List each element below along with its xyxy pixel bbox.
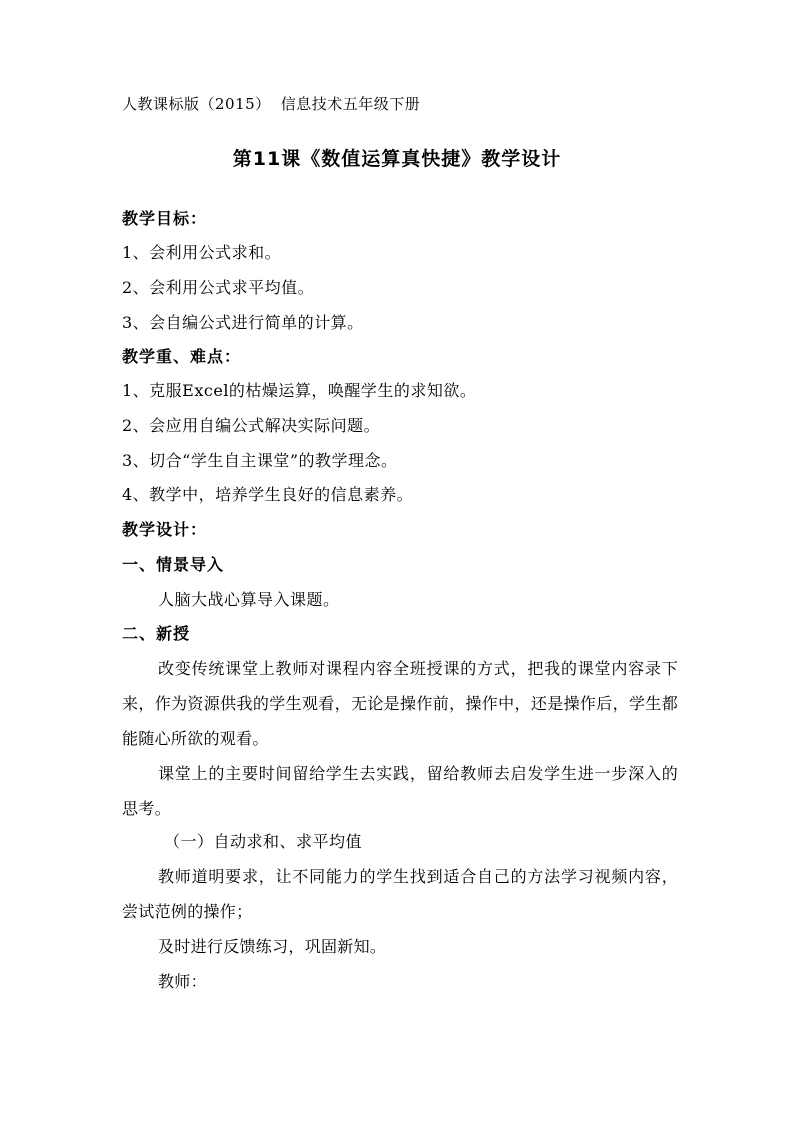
key-point-item: 1、克服Excel的枯燥运算，唤醒学生的求知欲。 — [122, 381, 477, 400]
key-point-item: 3、切合“学生自主课堂”的教学理念。 — [122, 451, 398, 470]
section-heading-new: 二、新授 — [122, 624, 191, 643]
objective-item: 2、会利用公式求平均值。 — [122, 278, 315, 297]
objective-item: 3、会自编公式进行简单的计算。 — [122, 313, 364, 332]
document-header — [122, 94, 420, 114]
key-points-heading: 教学重、难点： — [122, 347, 242, 366]
section-intro-text: 人脑大战心算导入课题。 — [158, 590, 340, 609]
section-heading-intro: 一、情景导入 — [122, 555, 225, 574]
section-new-paragraph: 改变传统课堂上教师对课程内容全班授课的方式，把我的课堂内容录下来，作为资源供我的学生观看，无论是操作前，操作中，还是操作后，学生都能随心所欲的观看。 — [122, 659, 678, 748]
subsection-paragraph: 教师道明要求，让不同能力的学生找到适合自己的方法学习视频内容，尝试范例的操作； — [122, 867, 678, 921]
objective-item: 1、会利用公式求和。 — [122, 243, 282, 262]
design-heading: 教学设计： — [122, 520, 208, 539]
textbook-subject: 信息技术五年级下册 — [280, 95, 421, 113]
section-new-paragraph: 课堂上的主要时间留给学生去实践，留给教师去启发学生进一步深入的思考。 — [122, 764, 678, 818]
textbook-edition: 人教课标版（2015） — [122, 95, 271, 113]
key-point-item: 4、教学中，培养学生良好的信息素养。 — [122, 485, 414, 504]
subsection-heading: （一）自动求和、求平均值 — [164, 832, 363, 851]
key-point-item: 2、会应用自编公式解决实际问题。 — [122, 416, 381, 435]
document-title: 第11课《数值运算真快捷》教学设计 — [232, 148, 562, 170]
teacher-label: 教师： — [158, 972, 207, 991]
objectives-heading: 教学目标： — [122, 209, 208, 228]
subsection-paragraph: 及时进行反馈练习，巩固新知。 — [158, 937, 387, 956]
